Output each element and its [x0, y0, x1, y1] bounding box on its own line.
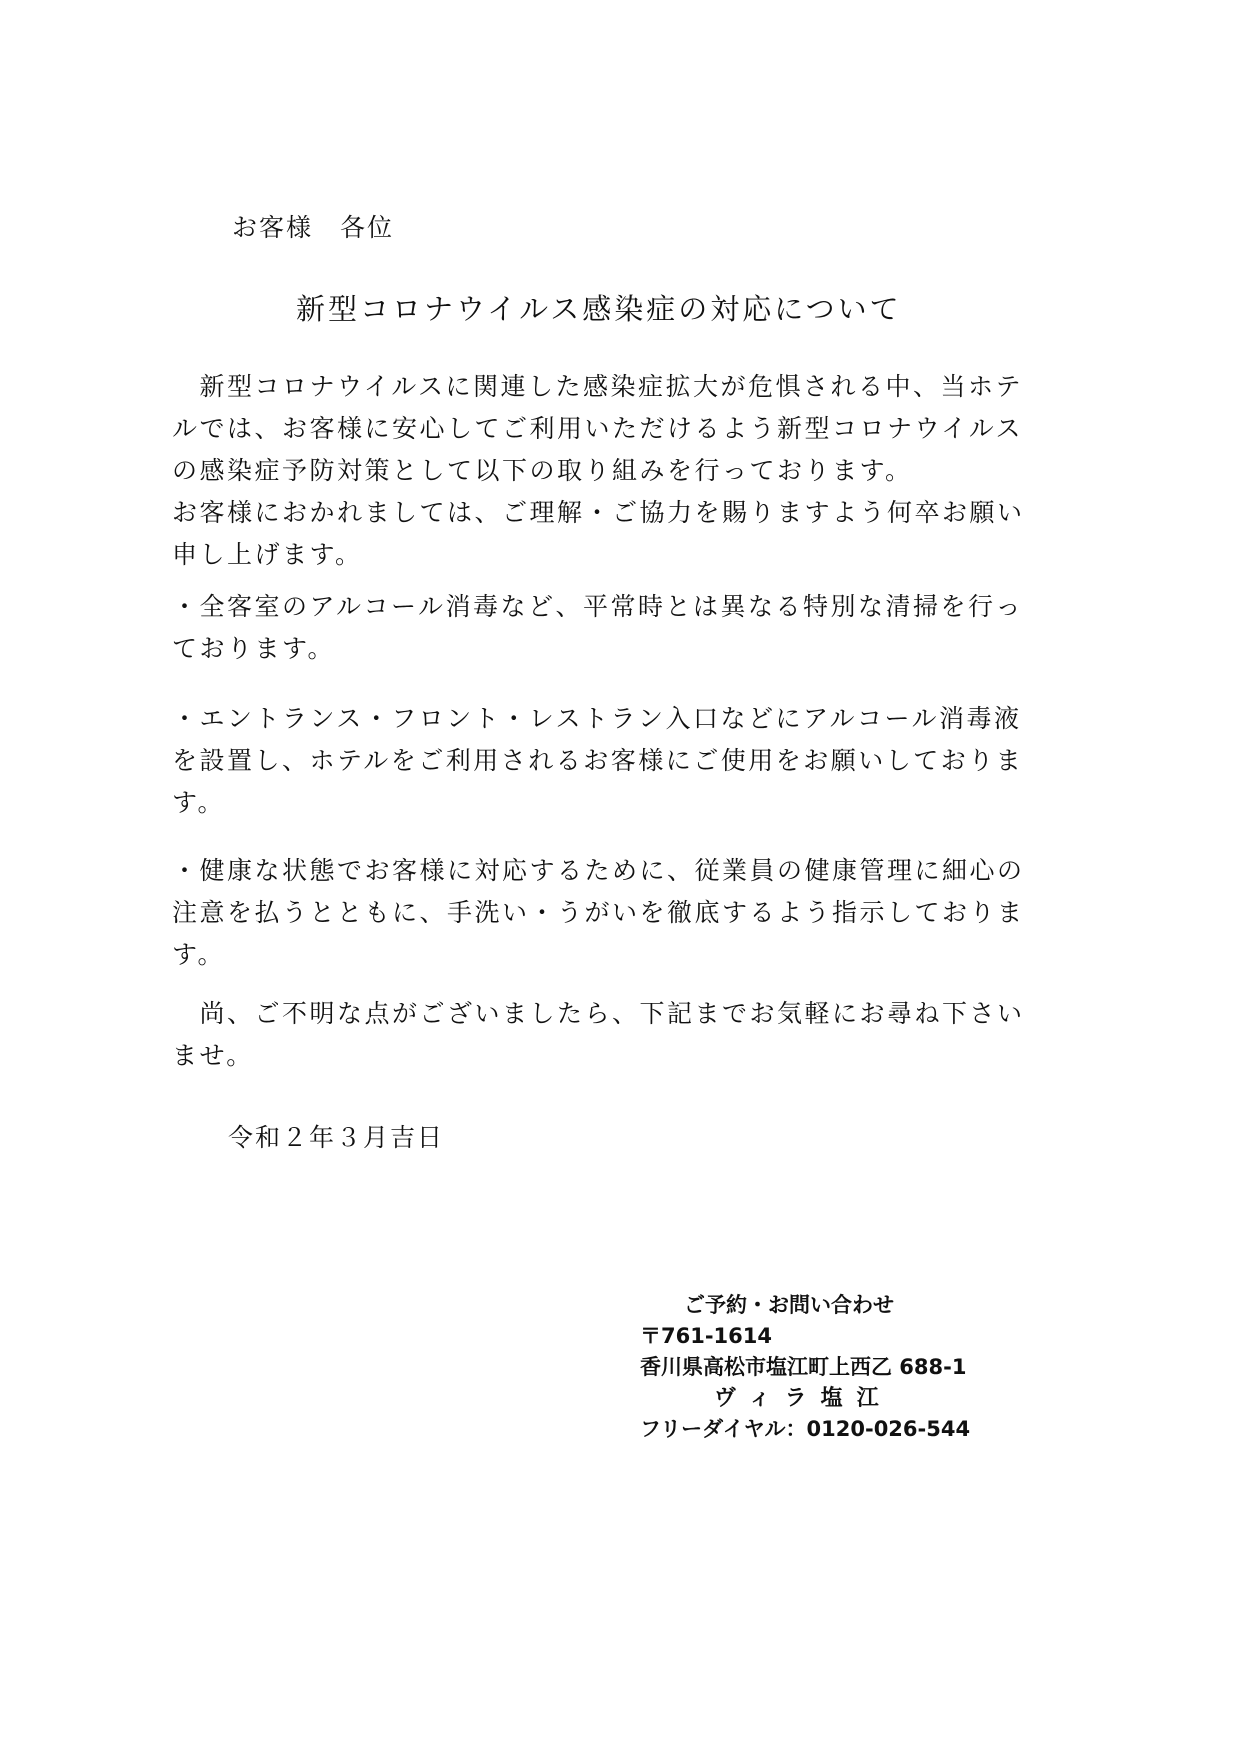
contact-block	[640, 1290, 1020, 1445]
intro-line: 新型コロナウイルスに関連した感染症拡大が危惧される中、当ホテ	[172, 372, 1024, 401]
closing-line: 尚、ご不明な点がございましたら、下記までお気軽にお尋ね下さい	[172, 999, 1025, 1028]
bullet-item-disinfectant	[172, 698, 1072, 824]
intro-line: お客様におかれましては、ご理解・ご協力を賜りますよう何卒お願い	[172, 498, 1025, 527]
bullet-line: す。	[172, 788, 226, 817]
bullet-line: ております。	[172, 634, 336, 663]
intro-paragraph	[172, 366, 1072, 576]
issue-date: 令和２年３月吉日	[228, 1123, 445, 1152]
hotel-name: ヴィラ塩江	[714, 1386, 893, 1411]
bullet-item-staff-health	[172, 850, 1072, 976]
bullet-line: ・健康な状態でお客様に対応するために、従業員の健康管理に細心の	[172, 856, 1025, 885]
addressee: お客様 各位	[232, 213, 395, 242]
bullet-line: 注意を払うとともに、手洗い・うがいを徹底するよう指示しておりま	[172, 898, 1025, 927]
address: 香川県高松市塩江町上西乙 688-1	[640, 1355, 967, 1379]
contact-heading: ご予約・お問い合わせ	[684, 1293, 894, 1317]
bullet-line: ・全客室のアルコール消毒など、平常時とは異なる特別な清掃を行っ	[172, 592, 1024, 621]
phone-number: フリーダイヤル：0120-026-544	[640, 1417, 971, 1441]
document-title: 新型コロナウイルス感染症の対応について	[296, 292, 902, 326]
bullet-line: を設置し、ホテルをご利用されるお客様にご使用をお願いしておりま	[172, 746, 1024, 775]
intro-line: の感染症予防対策として以下の取り組みを行っております。	[172, 456, 913, 485]
closing-line: ませ。	[172, 1041, 254, 1070]
bullet-line: ・エントランス・フロント・レストラン入口などにアルコール消毒液	[172, 704, 1022, 733]
bullet-line: す。	[172, 940, 226, 969]
closing-paragraph	[172, 993, 1072, 1077]
intro-line: ルでは、お客様に安心してご利用いただけるよう新型コロナウイルス	[172, 414, 1024, 443]
bullet-item-cleaning	[172, 586, 1072, 670]
postal-code: 〒761-1614	[640, 1324, 772, 1348]
intro-line: 申し上げます。	[172, 540, 363, 569]
